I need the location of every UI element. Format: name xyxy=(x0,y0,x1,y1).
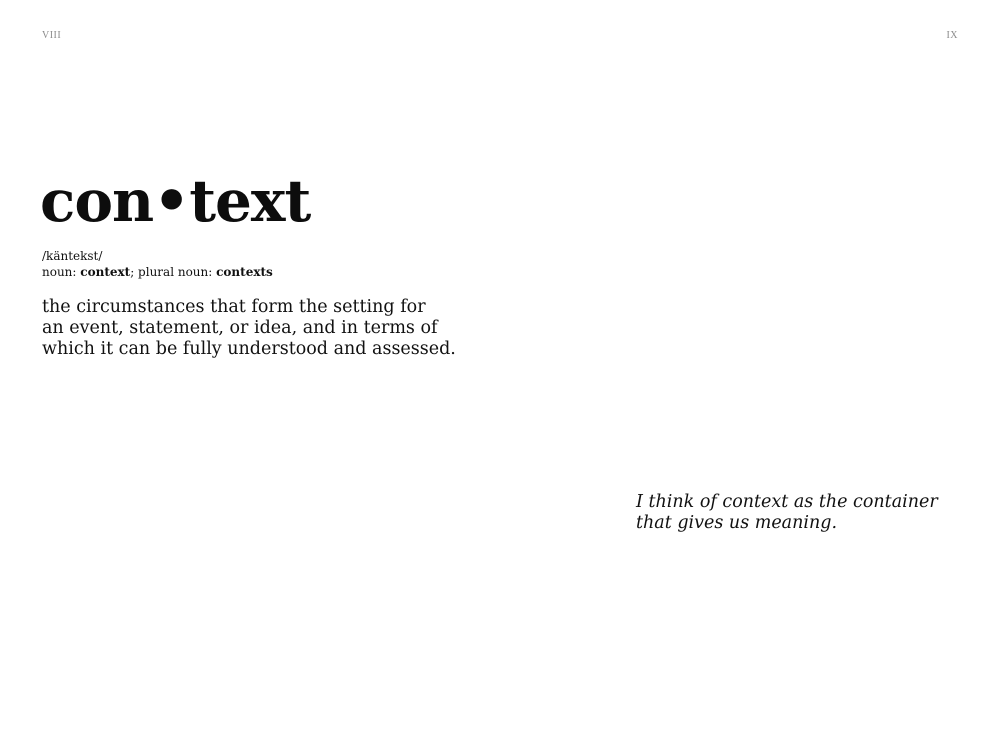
grammar-singular: context xyxy=(80,265,131,279)
definition-line: an event, statement, or idea, and in terms of xyxy=(42,318,438,338)
quote-line: that gives us meaning. xyxy=(636,513,838,533)
right-page-number: IX xyxy=(946,30,958,41)
definition xyxy=(42,297,456,360)
grammar-plural: contexts xyxy=(216,265,273,279)
definition-line: which it can be fully understood and assessed. xyxy=(42,339,456,359)
grammar-info xyxy=(42,265,273,279)
definition-line: the circumstances that form the setting for xyxy=(42,297,426,317)
pronunciation: /käntekst/ xyxy=(42,249,103,263)
left-page-number: VIII xyxy=(42,30,62,41)
quote-line: I think of context as the container xyxy=(636,492,938,512)
dictionary-headword: con•text xyxy=(40,167,311,235)
grammar-prefix: noun: xyxy=(42,265,81,279)
grammar-separator: ; plural noun: xyxy=(130,265,217,279)
pull-quote xyxy=(636,492,956,534)
